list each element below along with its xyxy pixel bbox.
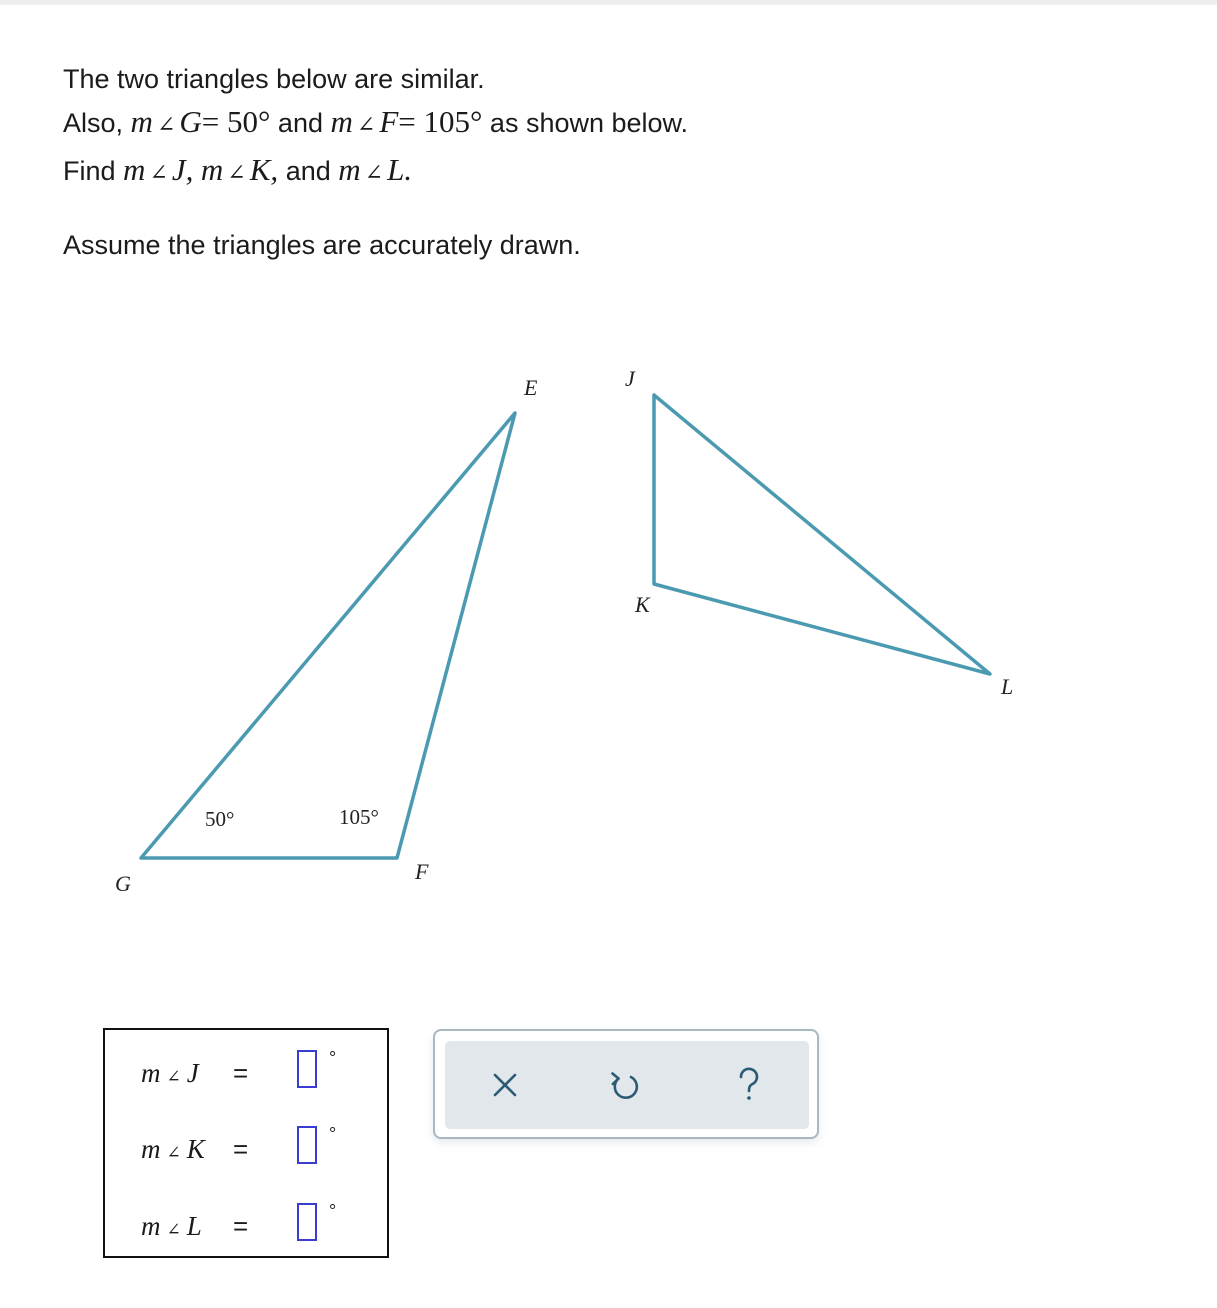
angle-symbol: ∠ xyxy=(156,112,176,137)
answer-row-k xyxy=(105,1124,387,1174)
angle-k-var: m xyxy=(200,152,224,187)
line2-connector: and xyxy=(277,108,323,138)
equals-sign: = xyxy=(233,1058,249,1088)
angle-symbol: ∠ xyxy=(227,160,246,185)
answer-label-l xyxy=(141,1211,202,1242)
answer-vertex: K xyxy=(186,1134,205,1164)
equals-sign: = xyxy=(233,1211,249,1241)
angle-symbol: ∠ xyxy=(149,160,168,185)
answer-vertex: J xyxy=(186,1058,199,1088)
triangle-jkl xyxy=(654,395,990,674)
line3-prefix: Find xyxy=(63,156,116,186)
angle-label-g: 50° xyxy=(205,807,235,831)
problem-line-1: The two triangles below are similar. xyxy=(63,64,485,94)
angle-f-value: = 105° xyxy=(398,104,483,139)
angle-symbol: ∠ xyxy=(166,1143,181,1162)
degree-unit: ° xyxy=(329,1124,337,1144)
angle-symbol: ∠ xyxy=(166,1067,181,1086)
answer-row-j xyxy=(105,1048,387,1098)
answer-box xyxy=(103,1028,389,1258)
answer-label-k xyxy=(141,1134,205,1165)
angle-j-var: m xyxy=(123,152,146,187)
angle-g-vertex: G xyxy=(179,104,202,139)
help-icon xyxy=(734,1065,764,1105)
answer-row-l xyxy=(105,1201,387,1251)
answer-toolbar xyxy=(433,1029,819,1139)
angle-f-var: m xyxy=(330,104,353,139)
angle-l-var: m xyxy=(338,152,361,187)
help-button[interactable] xyxy=(725,1061,773,1109)
equals-sign: = xyxy=(233,1134,249,1164)
angle-g-var: m xyxy=(130,104,153,139)
angle-l-input[interactable] xyxy=(297,1203,317,1241)
close-icon xyxy=(490,1070,520,1100)
vertex-label-g: G xyxy=(115,871,131,896)
angle-j-vertex: J, xyxy=(171,152,194,187)
angle-symbol: ∠ xyxy=(166,1220,181,1239)
angle-l-vertex: L. xyxy=(387,152,413,187)
angle-k-input[interactable] xyxy=(297,1126,317,1164)
angle-j-input[interactable] xyxy=(297,1050,317,1088)
problem-line-4: Assume the triangles are accurately drawn. xyxy=(63,230,581,260)
line2-prefix: Also, xyxy=(63,108,124,138)
answer-vertex: L xyxy=(186,1211,202,1241)
angle-k-vertex: K, xyxy=(249,152,279,187)
toolbar-panel xyxy=(445,1041,809,1129)
angle-symbol: ∠ xyxy=(364,160,384,185)
angle-g-value: = 50° xyxy=(201,104,271,139)
undo-button[interactable] xyxy=(601,1061,649,1109)
degree-unit: ° xyxy=(329,1201,337,1221)
angle-f-vertex: F xyxy=(379,104,399,139)
undo-icon xyxy=(608,1067,642,1103)
vertex-label-k: K xyxy=(635,592,650,617)
line2-suffix: as shown below. xyxy=(489,108,689,138)
answer-var: m xyxy=(141,1058,161,1088)
answer-var: m xyxy=(141,1134,161,1164)
clear-button[interactable] xyxy=(481,1061,529,1109)
vertex-label-j: J xyxy=(625,366,635,391)
vertex-label-l: L xyxy=(1001,674,1014,699)
vertex-label-f: F xyxy=(415,859,429,884)
degree-unit: ° xyxy=(329,1048,337,1068)
triangle-efg xyxy=(141,413,515,858)
line3-connector: and xyxy=(285,156,331,186)
vertex-label-e: E xyxy=(524,375,538,400)
angle-symbol: ∠ xyxy=(356,112,376,137)
answer-label-j xyxy=(141,1058,199,1089)
angle-label-f: 105° xyxy=(339,805,379,829)
answer-var: m xyxy=(141,1211,161,1241)
